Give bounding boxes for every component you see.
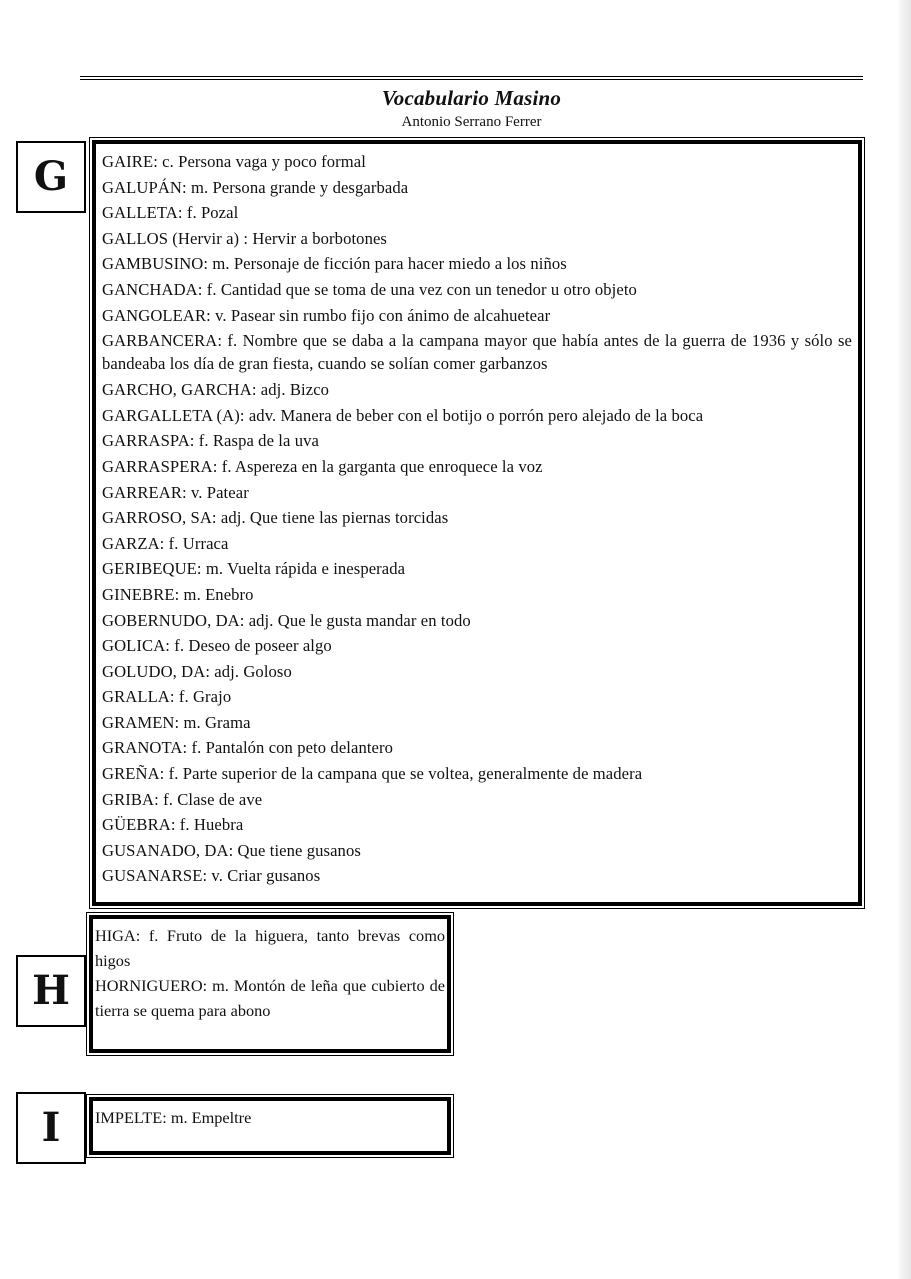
entry-gallos: GALLOS (Hervir a) : Hervir a borbotones <box>102 228 387 248</box>
entry-gobernudo: GOBERNUDO, DA: adj. Que le gusta mandar en todo <box>102 610 471 630</box>
entry-galleta: GALLETA: f. Pozal <box>102 203 239 223</box>
entry-granota: GRANOTA: f. Pantalón con peto delantero <box>102 738 394 758</box>
document-title: Vocabulario Masino <box>381 86 562 110</box>
entry-garbancera: GARBANCERA: f. Nombre que se daba a la campana mayor que había antes de la guerra de 1936 y sólo se bandeaba los día de gran fiesta, cuando se solían comer garbanzos <box>102 331 852 374</box>
entry-garraspera: GARRASPERA: f. Aspereza en la garganta que enroquece la voz <box>102 456 543 476</box>
section-h-frame <box>86 912 454 1056</box>
entry-goludo: GOLUDO, DA: adj. Goloso <box>102 661 292 681</box>
section-g-entry-list <box>96 144 858 889</box>
entry-geribeque: GERIBEQUE: m. Vuelta rápida e inesperada <box>102 559 406 579</box>
entry-garcho: GARCHO, GARCHA: adj. Bizco <box>102 380 330 400</box>
entry-ganchada: GANCHADA: f. Cantidad que se toma de una vez con un tenedor u otro objeto <box>102 279 637 299</box>
section-letter-box-i <box>16 1092 86 1164</box>
entry-higa: HIGA: f. Fruto de la higuera, tanto brevas como higos <box>95 926 445 970</box>
section-g-frame <box>89 137 865 909</box>
entry-ginebre: GINEBRE: m. Enebro <box>102 584 254 604</box>
entry-impelte: IMPELTE: m. Empeltre <box>95 1108 252 1127</box>
header-rule-bottom <box>80 79 863 80</box>
document-author: Antonio Serrano Ferrer <box>401 114 542 130</box>
entry-gangolear: GANGOLEAR: v. Pasear sin rumbo fijo con ánimo de alcahuetear <box>102 305 551 325</box>
entry-golica: GOLICA: f. Deseo de poseer algo <box>102 636 332 656</box>
entry-griba: GRIBA: f. Clase de ave <box>102 789 263 809</box>
entry-garza: GARZA: f. Urraca <box>102 533 229 553</box>
section-letter-h: H <box>32 967 70 1014</box>
entry-garrear: GARREAR: v. Patear <box>102 482 249 502</box>
entry-gralla: GRALLA: f. Grajo <box>102 687 232 707</box>
entry-hornigero: HORNIGUERO: m. Montón de leña que cubierto de tierra se quema para abono <box>95 976 445 1020</box>
section-letter-box-h <box>16 955 86 1027</box>
entry-gambusino: GAMBUSINO: m. Personaje de ficción para hacer miedo a los niños <box>102 254 567 274</box>
section-i-entry-list <box>93 1101 447 1130</box>
section-i-frame <box>86 1094 454 1158</box>
section-letter-g: G <box>33 153 69 200</box>
entry-gusanarse: GUSANARSE: v. Criar gusanos <box>102 866 321 886</box>
section-letter-box-g <box>16 141 86 213</box>
section-letter-i: I <box>41 1104 61 1151</box>
entry-gramen: GRAMEN: m. Grama <box>102 712 251 732</box>
entry-gusanado: GUSANADO, DA: Que tiene gusanos <box>102 840 361 860</box>
entry-gaire: GAIRE: c. Persona vaga y poco formal <box>102 152 366 171</box>
header-rule-top <box>80 76 863 77</box>
entry-guebra: GÜEBRA: f. Huebra <box>102 815 244 835</box>
entry-garraspa: GARRASPA: f. Raspa de la uva <box>102 431 319 451</box>
entry-gargalleta: GARGALLETA (A): adv. Manera de beber con el botijo o porrón pero alejado de la boca <box>102 405 704 425</box>
entry-galupan: GALUPÁN: m. Persona grande y desgarbada <box>102 177 409 197</box>
entry-garroso: GARROSO, SA: adj. Que tiene las piernas torcidas <box>102 508 449 528</box>
page-edge-shadow <box>897 0 911 1279</box>
entry-grena: GREÑA: f. Parte superior de la campana que se voltea, generalmente de madera <box>102 764 643 784</box>
section-h-entry-list <box>93 919 447 1023</box>
